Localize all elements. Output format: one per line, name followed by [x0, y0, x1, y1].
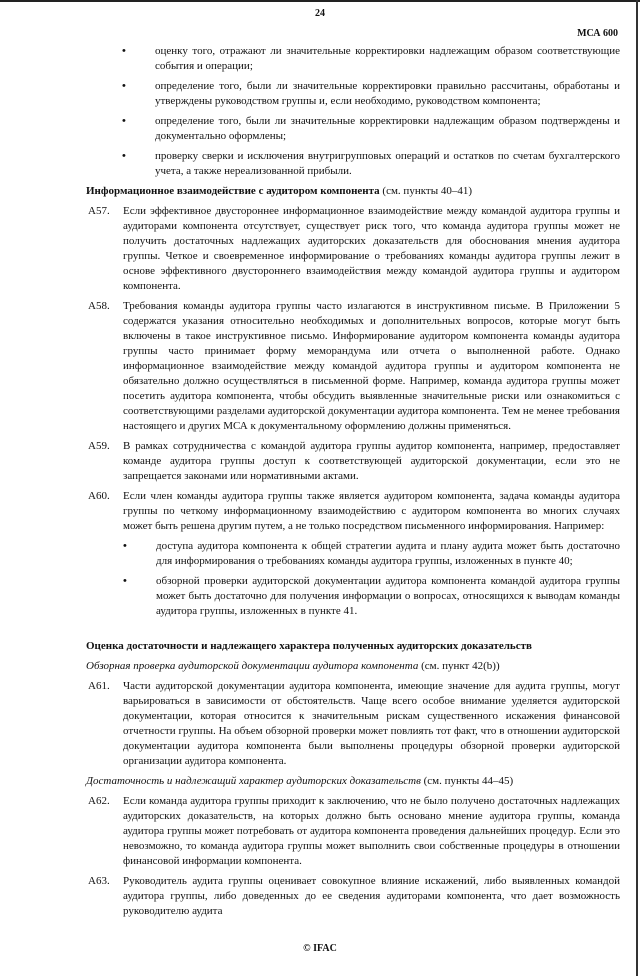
bullet-icon: • — [122, 115, 126, 127]
list-item-text: оценку того, отражают ли значительные корректировки надлежащим образом соответствующие события и операции; — [155, 45, 620, 72]
list-item-text: определение того, были ли значительные корректировки надлежащим образом подтверждены и документально оформлены; — [155, 115, 620, 142]
paragraph-number: A63. — [88, 875, 110, 887]
list-item — [86, 79, 620, 109]
paragraph-a60 — [86, 489, 620, 534]
list-item-text: проверку сверки и исключения внутригрупповых операций и остатков по счетам бухгалтерского учета, а также нереализованной прибыли. — [155, 150, 620, 177]
subsection-heading — [86, 659, 620, 674]
list-item — [86, 149, 620, 179]
paragraph-a57 — [86, 204, 620, 294]
scan-border-right — [636, 0, 638, 976]
paragraph-number: A59. — [88, 440, 110, 452]
paragraph-a59 — [86, 439, 620, 484]
paragraph-text: В рамках сотрудничества с командой аудитора группы аудитор компонента, например, предоставляет команде аудитора группы доступ к соответствующей аудиторской документации, если это не запрещается законами или нормативными актами. — [123, 440, 620, 482]
paragraph-number: A57. — [88, 205, 110, 217]
bullet-icon: • — [122, 80, 126, 92]
section-heading: Оценка достаточности и надлежащего характера полученных аудиторских доказательств — [86, 640, 532, 652]
bullet-icon: • — [123, 540, 127, 552]
bullet-icon: • — [122, 150, 126, 162]
bullet-icon: • — [123, 575, 127, 587]
subsection-heading — [86, 774, 620, 789]
paragraph-a63 — [86, 874, 620, 919]
list-item — [86, 539, 620, 569]
paragraph-text: Если команда аудитора группы приходит к заключению, что не было получено достаточных надлежащих аудиторских доказательств, на которых должно быть основано мнение аудитора группы, команда аудитора группы может потребовать от аудитора компонента проведения дальнейших процедур. Если это невозможно, то команда аудитора группы может выполнить свои собственные процедуры в отношении финансовой информации компонента. — [123, 795, 620, 867]
heading-text: Информационное взаимодействие с аудитором компонента — [86, 185, 380, 197]
paragraph-number: A61. — [88, 680, 110, 692]
list-item-text: обзорной проверки аудиторской документации аудитора компонента командой аудитора группы может быть достаточно для получения информации о вопросах, относящихся к выводам команды аудитора группы, изложенных в пункте 41. — [156, 575, 620, 617]
subheading-text: Обзорная проверка аудиторской документации аудитора компонента — [86, 660, 419, 672]
heading-ref: (см. пункты 40–41) — [379, 185, 473, 197]
copyright-footer: © IFAC — [303, 943, 337, 954]
subheading-text: Достаточность и надлежащий характер аудиторских доказательств — [86, 775, 421, 787]
standard-code: МСА 600 — [577, 28, 618, 39]
page-number: 24 — [315, 8, 325, 19]
paragraph-text: Руководитель аудита группы оценивает совокупное влияние искажений, либо выявленных командой аудитора группы, либо доведенных до ее сведения аудиторами компонента, что дает возможность руководителю аудита — [123, 875, 620, 917]
paragraph-number: A62. — [88, 795, 110, 807]
paragraph-text: Если член команды аудитора группы также является аудитором компонента, задача команды аудитора группы по четкому информационному взаимодействию с аудитором компонента во многих случаях может быть решена другим путем, а не только посредством письменного информирования. Например: — [123, 490, 620, 532]
list-item — [86, 114, 620, 144]
document-body — [86, 0, 620, 919]
list-item-text: определение того, были ли значительные корректировки правильно рассчитаны, обработаны и утверждены руководством группы и, если необходимо, руководством компонента; — [155, 80, 620, 107]
paragraph-a62 — [86, 794, 620, 869]
section-heading — [86, 184, 620, 199]
list-item-text: доступа аудитора компонента к общей стратегии аудита и плану аудита может быть достаточно для информирования о требованиях команды аудитора группы, изложенных в пункте 40; — [156, 540, 620, 567]
bullet-icon: • — [122, 45, 126, 57]
subheading-ref: (см. пункт 42(b)) — [418, 660, 500, 672]
paragraph-text: Части аудиторской документации аудитора компонента, имеющие значение для аудита группы, могут варьироваться в зависимости от обстоятельств. Чаще всего особое внимание уделяется аудиторской документации, которая относится к значительным рискам существенного искажения финансовой отчетности группы. На объем обзорной проверки может повлиять тот факт, что в отношении аудиторской документации аудитора компонента были выполнены процедуры обзорной проверки аудиторской организации аудитора компонента. — [123, 680, 620, 767]
subheading-ref: (см. пункты 44–45) — [420, 775, 514, 787]
paragraph-number: A58. — [88, 300, 110, 312]
paragraph-a58 — [86, 299, 620, 434]
paragraph-a61 — [86, 679, 620, 769]
list-item — [86, 574, 620, 619]
paragraph-text: Требования команды аудитора группы часто излагаются в инструктивном письме. В Приложении 5 содержатся указания относительно необходимых и дополнительных вопросов, которые могут быть включены в такое инструктивное письмо. Информирование аудитором компонента команды аудитора группы часто принимает форму меморандума или отчета о выполненной работе. Однако информационное взаимодействие между командой аудитора группы и аудитором компонента не обязательно должно осуществляться в письменной форме. Например, команда аудитора группы может посетить аудитора компонента, чтобы обсудить выявленные значительные риски или ознакомиться с соответствующими разделами аудиторской документации аудитора компонента. Тем не менее требования настоящего и других МСА к документальному оформлению должны применяться. — [123, 300, 620, 432]
paragraph-number: A60. — [88, 490, 110, 502]
a60-list — [86, 539, 620, 619]
list-item — [86, 44, 620, 74]
paragraph-text: Если эффективное двустороннее информационное взаимодействие между командой аудитора группы и аудиторами компонента отсутствует, существует риск того, что команда аудитора группы может не получить достаточных надлежащих аудиторских доказательств для обоснования мнения аудитора группы. Четкое и своевременное информирование о требованиях команды аудитора группы лежит в основе эффективного двустороннего взаимодействия между командой аудитора группы и аудитором компонента. — [123, 205, 620, 292]
